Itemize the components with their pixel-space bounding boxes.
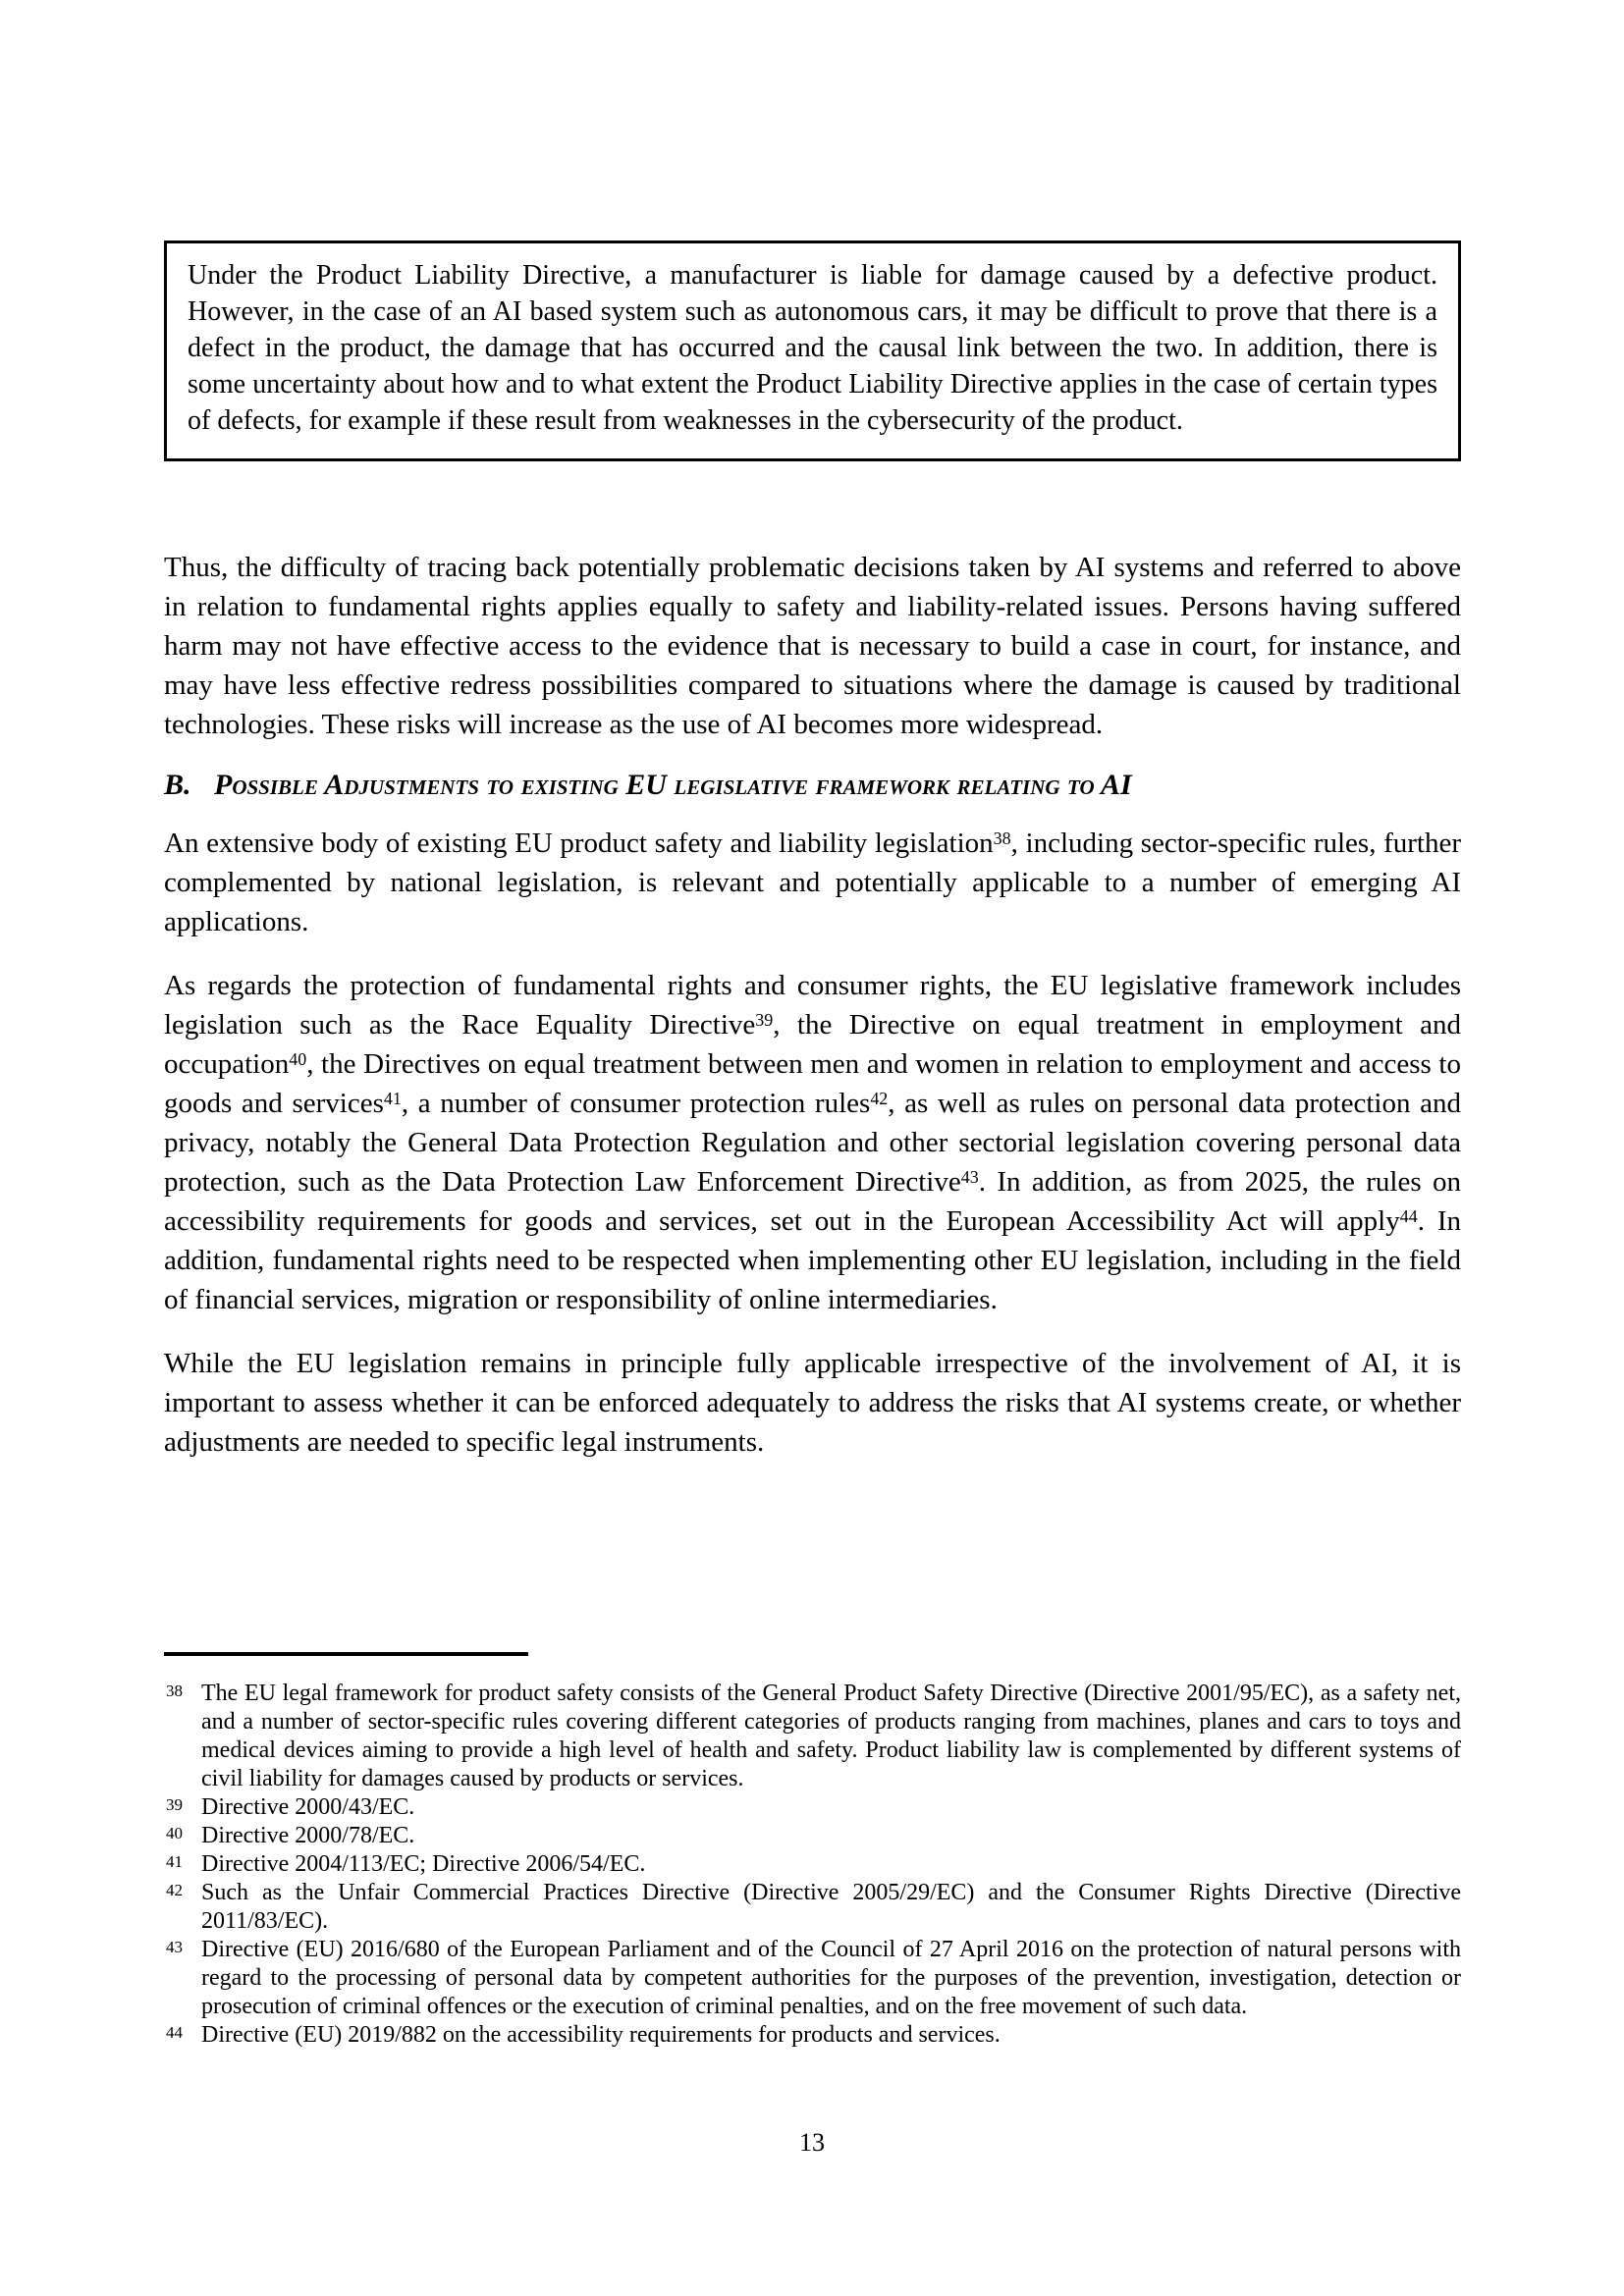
paragraph-enforcement-assessment: While the EU legislation remains in principle fully applicable irrespective of the involvement of AI, it is important to assess whether it can be enforced adequately to address the risks that AI systems create, or whether adjustments are needed to specific legal instruments. (164, 1348, 1461, 1458)
section-heading-title: Possible Adjustments to existing EU legislative framework relating to AI (214, 769, 1132, 801)
footnote-item (164, 1879, 1461, 1936)
footnote-reference: 38 (993, 828, 1011, 848)
footnote-number: 40 (166, 1824, 183, 1842)
footnote-text: Directive 2004/113/EC; Directive 2006/54/EC. (201, 1851, 646, 1877)
footnote-reference: 44 (1399, 1205, 1418, 1226)
section-heading (164, 769, 1461, 802)
footnote-reference: 40 (289, 1048, 307, 1069)
page-content (164, 0, 1461, 1486)
footnote-number: 43 (166, 1938, 183, 1956)
footnote-text: Such as the Unfair Commercial Practices Directive (Directive 2005/29/EC) and the Consumer Rights Directive (Directive 2011/83/EC). (201, 1880, 1461, 1934)
footnote-item (164, 2021, 1461, 2050)
footnote-text: Directive (EU) 2016/680 of the European Parliament and of the Council of 27 April 2016 on the protection of natural persons with regard to the processing of personal data by competent authorities for the purposes of the prevention, investigation, detection or prosecution of criminal offences or the execution of criminal penalties, and on the free movement of such data. (201, 1937, 1461, 2019)
footnote-reference: 39 (755, 1009, 774, 1030)
footnote-reference: 41 (383, 1088, 402, 1108)
footnote-number: 38 (166, 1682, 183, 1700)
footnote-item (164, 1936, 1461, 2021)
paragraph-fundamental-rights: As regards the protection of fundamental rights and consumer rights, the EU legislative framework includes legislation such as the Race Equality Directive$^{39}$, the Directive on equal treatment in employment and occupation$^{40}$, the Directives on equal treatment between men and women in relation to employment and access to goods and services$^{41}$, a number of consumer protection rules$^{42}$, as well as rules on personal data protection and privacy, notably the General Data Protection Regulation and other sectorial legislation covering personal data protection, such as the Data Protection Law Enforcement Directive$^{43}$. In addition, as from 2025, the rules on accessibility requirements for goods and services, set out in the European Accessibility Act will apply$^{44}$. In addition, fundamental rights need to be respected when implementing other EU legislation, including in the field of financial services, migration or responsibility of online intermediaries. (164, 970, 1461, 1315)
footnote-number: 41 (166, 1852, 183, 1871)
highlight-box-text: Under the Product Liability Directive, a manufacturer is liable for damage caused by a defective product. However, in the case of an AI based system such as autonomous cars, it may be difficult to prove that there is a defect in the product, the damage that has occurred and the causal link between the two. In addition, there is some uncertainty about how and to what extent the Product Liability Directive applies in the case of certain types of defects, for example if these result from weaknesses in the cybersecurity of the product. (188, 260, 1437, 436)
paragraph-eu-legislation-body: An extensive body of existing EU product safety and liability legislation$^{38}$, including sector-specific rules, further complemented by national legislation, is relevant and potentially applicable to a number of emerging AI applications. (164, 828, 1461, 937)
footnote-item (164, 1822, 1461, 1850)
page-number: 13 (799, 2128, 825, 2157)
footnote-text: Directive 2000/78/EC. (201, 1823, 415, 1848)
footnote-item (164, 1850, 1461, 1879)
footnote-number: 44 (166, 2023, 183, 2042)
footnote-number: 42 (166, 1881, 183, 1899)
footnote-text: Directive (EU) 2019/882 on the accessibility requirements for products and services. (201, 2022, 1001, 2048)
footnote-separator (164, 1652, 528, 1656)
footnote-text: Directive 2000/43/EC. (201, 1794, 415, 1820)
footnote-reference: 43 (960, 1166, 979, 1187)
paragraph-liability-risks: Thus, the difficulty of tracing back potentially problematic decisions taken by AI systems and referred to above in relation to fundamental rights applies equally to safety and liability-related issues. Persons having suffered harm may not have effective access to the evidence that is necessary to build a case in court, for instance, and may have less effective redress possibilities compared to situations where the damage is caused by traditional technologies. These risks will increase as the use of AI becomes more widespread. (164, 552, 1461, 740)
section-heading-letter: B. (164, 769, 191, 801)
footnote-item (164, 1680, 1461, 1793)
footnote-number: 39 (166, 1795, 183, 1814)
footnote-item (164, 1793, 1461, 1822)
highlight-box (164, 240, 1461, 461)
footnote-text: The EU legal framework for product safety consists of the General Product Safety Directive (Directive 2001/95/EC), as a safety net, and a number of sector-specific rules covering different categories of products ranging from machines, planes and cars to toys and medical devices aiming to provide a high level of health and safety. Product liability law is complemented by different systems of civil liability for damages caused by products or services. (201, 1681, 1461, 1791)
footnote-reference: 42 (870, 1088, 889, 1108)
footnote-section (164, 1652, 1461, 2050)
